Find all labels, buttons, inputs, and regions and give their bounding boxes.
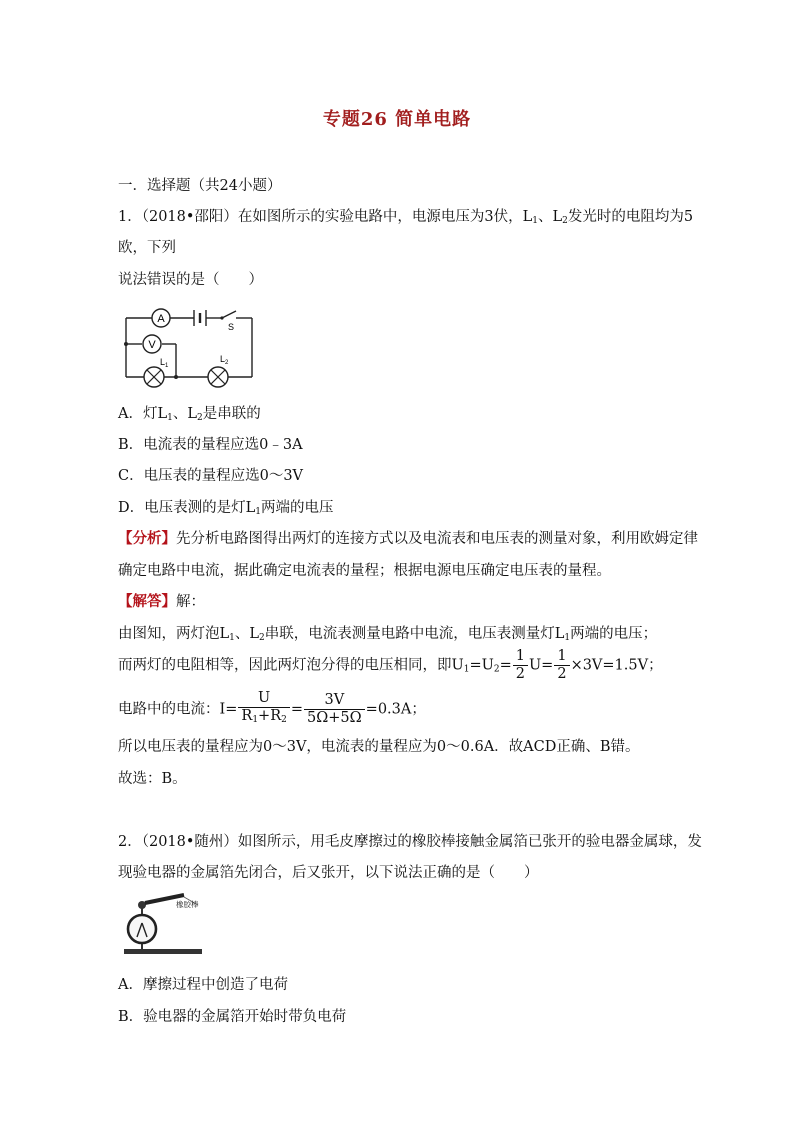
fraction-one-half: $\frac{1}{2}$: [554, 648, 569, 683]
q1-option-a: A．灯$L_1$、$L_2$是串联的: [118, 406, 261, 423]
q1-solution-line5: 故选：B。: [118, 771, 187, 787]
lamp1-label: $L_1$: [160, 357, 169, 369]
rubber-rod-label: 橡胶棒: [176, 900, 199, 909]
circuit-diagram: [118, 300, 260, 390]
q1-answer-heading: 【解答】解：: [118, 593, 205, 610]
ammeter-icon: [152, 309, 170, 327]
q2-option-b: B．验电器的金属箔开始时带负电荷: [118, 1009, 347, 1025]
q2-stem-line2: 现验电器的金属箔先闭合，后又张开，以下说法正确的是（ ）: [118, 865, 539, 881]
fraction-one-half: $\frac{1}{2}$: [513, 648, 528, 683]
q1-stem-line2: 欧，下列: [118, 240, 176, 256]
page-title: 专题26 简单电路: [322, 109, 472, 130]
q1-solution-line3: 电路中的电流：I= $\frac{U}{R_1+R_2}$ = $\frac{3V}{5\Omega+5\Omega}$ =0.3A；: [118, 690, 426, 729]
electroscope-diagram: [118, 893, 210, 961]
fraction-current-formula: $\frac{U}{R_1+R_2}$: [238, 690, 289, 729]
q1-option-c: C．电压表的量程应选0～3V: [118, 468, 304, 484]
lamp2-icon: [208, 367, 228, 387]
lamp1-icon: [144, 367, 164, 387]
switch-label: S: [228, 322, 235, 332]
q1-analysis-line1: 【分析】先分析电路图得出两灯的连接方式以及电流表和电压表的测量对象，利用欧姆定律: [118, 530, 698, 547]
q1-stem-line1: 1．（2018•邵阳）在如图所示的实验电路中，电源电压为3伏，$L_1$、$L_2$发光时的电阻均为5: [118, 209, 694, 226]
fraction-current-values: $\frac{3V}{5\Omega+5\Omega}$: [304, 692, 365, 727]
section-heading: 一．选择题（共24小题）: [118, 178, 282, 194]
q2-option-a: A．摩擦过程中创造了电荷: [118, 977, 288, 993]
svg-text:V: V: [148, 339, 156, 351]
q1-solution-line1: 由图知，两灯泡$L_1$、$L_2$串联，电流表测量电路中电流，电压表测量灯$L_1$两端的电压；: [118, 626, 658, 643]
q1-analysis-line2: 确定电路中电流，据此确定电流表的量程；根据电源电压确定电压表的量程。: [118, 563, 611, 579]
voltmeter-icon: [143, 335, 161, 353]
q1-stem-line3: 说法错误的是（ ）: [118, 272, 263, 288]
q2-stem-line1: 2．（2018•随州）如图所示，用毛皮摩擦过的橡胶棒接触金属箔已张开的验电器金属球，发: [118, 834, 702, 850]
q1-solution-line2: 而两灯的电阻相等，因此两灯泡分得的电压相同，即$U_1=U_2=$ $\frac{1}{2}$ U= $\frac{1}{2}$ ×3V=1.5V；: [118, 648, 663, 682]
svg-text:A: A: [157, 313, 165, 325]
q1-option-d: D．电压表测的是灯$L_1$两端的电压: [118, 500, 334, 517]
lamp2-label: $L_2$: [220, 354, 229, 366]
q1-solution-line4: 所以电压表的量程应为0～3V，电流表的量程应为0～0.6A．故ACD正确、B错。: [118, 739, 640, 755]
q1-option-b: B．电流表的量程应选0﹣3A: [118, 437, 303, 453]
